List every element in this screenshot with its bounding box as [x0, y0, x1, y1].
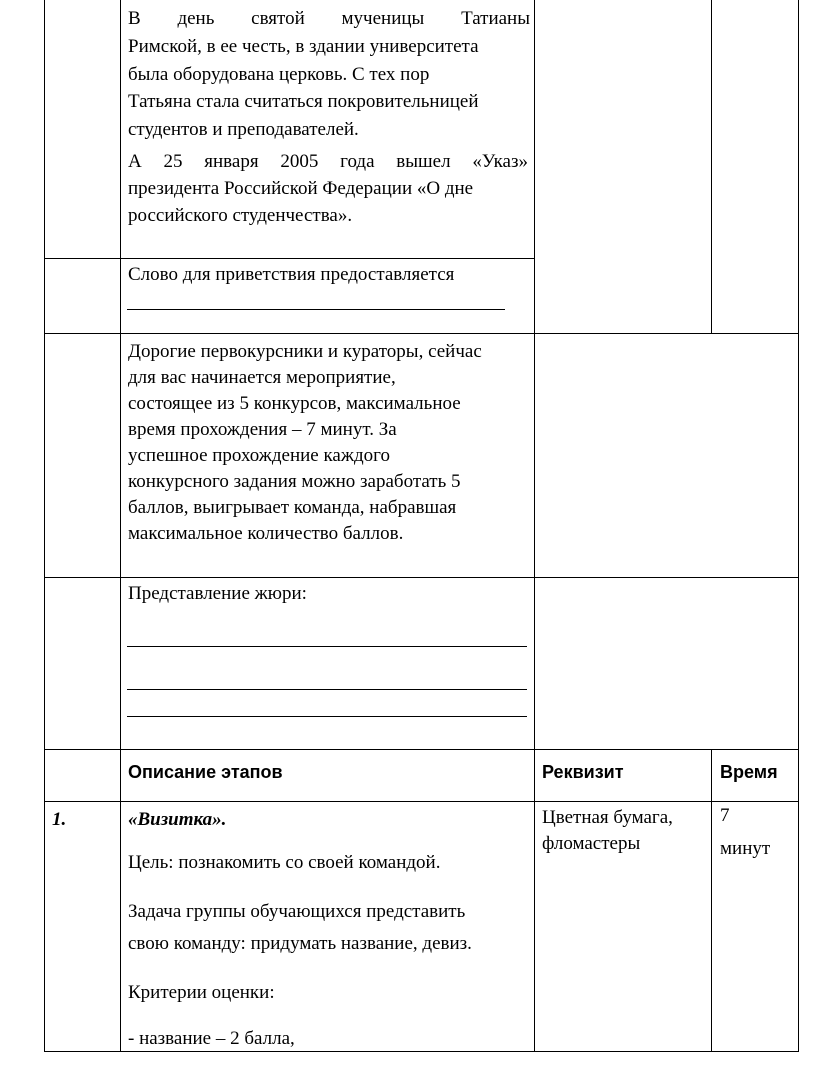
table-border [798, 0, 799, 1052]
stage-criterion-item: - название – 2 балла, [128, 1028, 295, 1049]
blank-line [127, 689, 527, 690]
stage-criteria: Критерии оценки: [128, 982, 275, 1003]
props-line: фломастеры [542, 833, 641, 854]
paragraph-line: максимальное количество баллов. [128, 523, 404, 544]
paragraph-line: Татьяна стала считаться покровительницей [128, 91, 479, 112]
paragraph-line: конкурсного задания можно заработать 5 [128, 471, 461, 492]
paragraph-line: баллов, выигрывает команда, набравшая [128, 497, 457, 518]
stage-task-line: свою команду: придумать название, девиз. [128, 933, 472, 954]
stage-number: 1. [52, 809, 67, 830]
table-border [711, 749, 712, 1052]
paragraph-line: состоящее из 5 конкурсов, максимальное [128, 393, 461, 414]
stage-goal: Цель: познакомить со своей командой. [128, 852, 441, 873]
paragraph-line: успешное прохождение каждого [128, 445, 390, 466]
paragraph-line: студентов и преподавателей. [128, 119, 359, 140]
table-border [44, 333, 798, 334]
time-value: 7 [720, 805, 730, 826]
paragraph-line: время прохождения – 7 минут. За [128, 419, 397, 440]
table-border [120, 0, 121, 1052]
blank-line [127, 309, 505, 310]
props-line: Цветная бумага, [542, 807, 673, 828]
paragraph-line: для вас начинается мероприятие, [128, 367, 396, 388]
blank-line [127, 646, 527, 647]
table-border [44, 0, 45, 1052]
column-header-time: Время [720, 762, 778, 782]
table-border [534, 0, 535, 1052]
table-border [44, 258, 534, 259]
table-border [44, 749, 798, 750]
paragraph-line: президента Российской Федерации «О дне [128, 178, 474, 199]
time-unit: минут [720, 838, 771, 859]
paragraph-line: Дорогие первокурсники и кураторы, сейчас [128, 341, 482, 362]
table-border [44, 801, 798, 802]
paragraph-line: А 25 января 2005 года вышел «Указ» [128, 151, 528, 172]
jury-label: Представление жюри: [128, 583, 307, 604]
column-header-stages: Описание этапов [128, 762, 283, 782]
paragraph-line: В день святой мученицы Татианы [128, 8, 530, 29]
paragraph-line: была оборудована церковь. С тех пор [128, 64, 430, 85]
stage-task-line: Задача группы обучающихся представить [128, 901, 466, 922]
greeting-text: Слово для приветствия предоставляется [128, 264, 455, 285]
paragraph-line: Римской, в ее честь, в здании университета [128, 36, 479, 57]
column-header-props: Реквизит [542, 762, 624, 782]
table-border [711, 0, 712, 333]
blank-line [127, 716, 527, 717]
paragraph-line: российского студенчества». [128, 205, 353, 226]
table-border [44, 577, 798, 578]
stage-title: «Визитка». [128, 809, 227, 830]
